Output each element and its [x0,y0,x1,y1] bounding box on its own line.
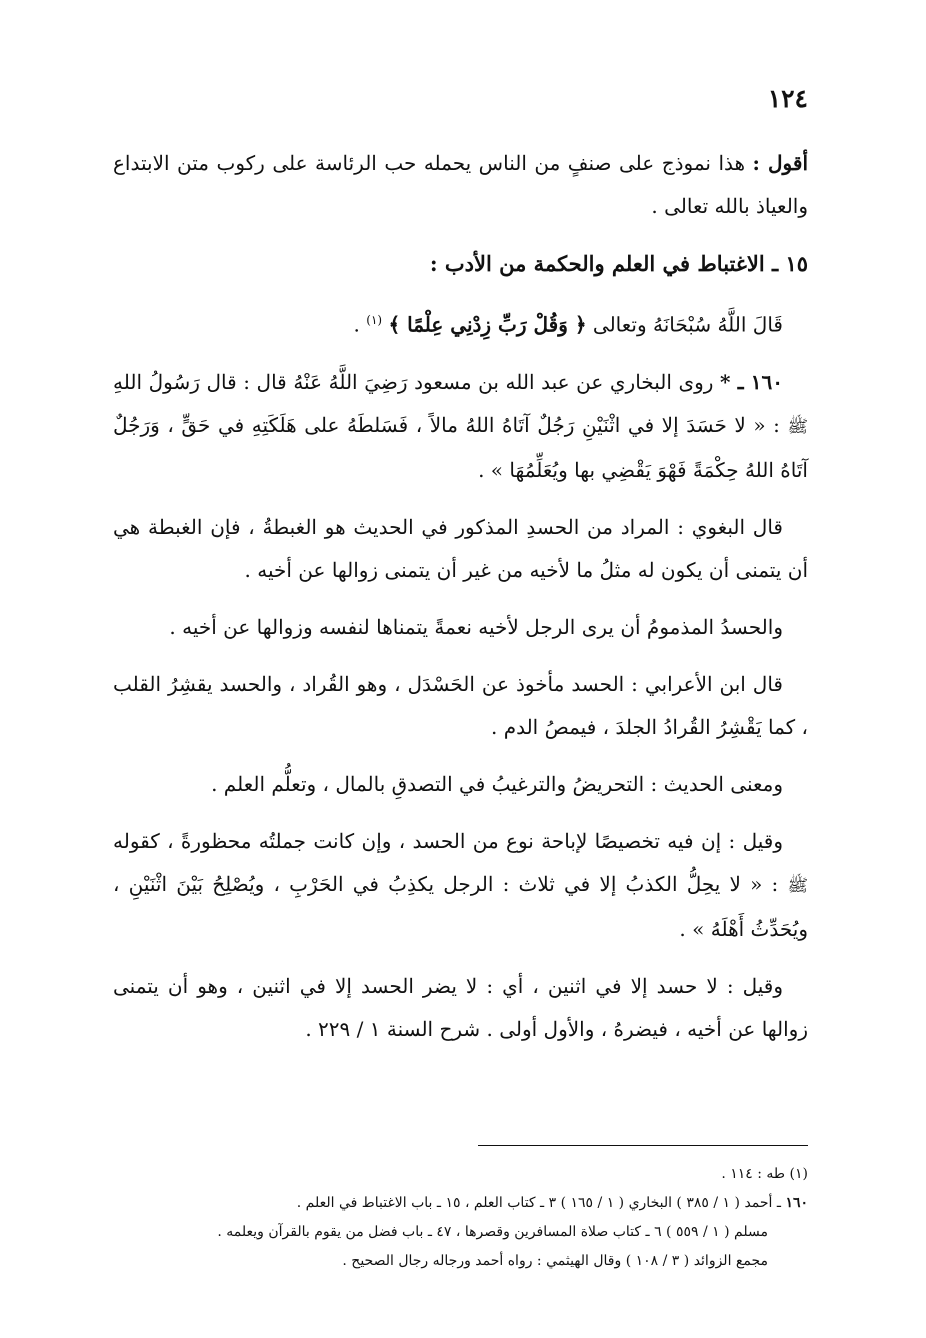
footnote-160 [113,1189,808,1218]
hasad-paragraph: والحسدُ المذمومُ أن يرى الرجل لأخيه نعمةً يتمناها لنفسه وزوالها عن أخيه . [169,614,783,639]
baghawi-paragraph: قال البغوي : المراد من الحسدِ المذكور في الحديث هو الغبطةُ ، فإن الغبطة هي أن يتمنى أن يكون له مثلُ ما لأخيه من غير أن يتمنى زوالها عن أخيه . [113,514,808,582]
footnote-1: (١) طه : ١١٤ . [721,1166,808,1182]
hadith-text-after: : « لا حَسَدَ إلا في اثْنَيْنِ رَجُلٌ آتَاهُ اللهُ مالاً ، فَسَلطَهُ على هَلَكَتِهِ في حَقٍّ ، وَرَجُلٌ آتَاهُ اللهُ حِكْمَةً فَهْوَ يَقْضِي بها ويُعَلِّمُهَا » . [113,412,808,482]
verse-footnote-ref: (١) [366,313,383,327]
footnote-160-line-2: مسلم ( ١ / ٥٥٩ ) ٦ ـ كتاب صلاة المسافرين وقصرها ، ٤٧ ـ باب فضل من يقوم بالقرآن ويعلمه . [217,1224,768,1240]
meaning-paragraph: ومعنى الحديث : التحريضُ والترغيبُ في التصدقِ بالمال ، وتعلُّم العلم . [211,771,783,796]
qila-one-text-before: وقيل : إن فيه تخصيصًا لإباحة نوع من الحسد ، وإن كانت جملتُه محظورةً ، كقوله [113,828,783,853]
ibn-arabi-paragraph: قال ابن الأعرابي : الحسد مأخوذ عن الحَسْدَل ، وهو القُراد ، والحسد يقشِرُ القلب ، كما يَقْشِرُ القُرادُ الجلدَ ، فيمصُ الدم . [113,671,808,739]
verse-paragraph [113,299,808,347]
footnote-160-line-1: ـ أحمد ( ١ / ٣٨٥ ) البخاري ( ١ / ١٦٥ ) ٣ ـ كتاب العلم ، ١٥ ـ باب الاغتباط في العلم . [296,1195,781,1211]
section-heading: ١٥ ـ الاغتباط في العلم والحكمة من الأدب : [429,251,808,276]
verse-quote: ﴿ وَقُلْ رَبِّ زِدْنِي عِلْمًا ﴾ [388,312,587,337]
salla-ligature: ﷺ [787,875,809,896]
page-number: ١٢٤ [767,84,808,113]
qila-one-text-after: : « لا يحِلُّ الكذبُ إلا في ثلاث : الرجل يكذِبُ في الحَرْبِ ، ويُصْلِحُ بَيْنَ اثْنَيْنِ ، ويُحَدِّثُ أَهْلَهُ » . [113,871,808,941]
qila-two-paragraph: وقيل : لا حسد إلا في اثنين ، أي : لا يضر الحسد إلا في اثنين ، وهو أن يتمنى زوالها عن أخيه ، فيضرهُ ، والأول أولى . شرح السنة ١ / ٢٢٩ . [113,973,808,1041]
intro-text: هذا نموذج على صنفٍ من الناس يحمله حب الرئاسة على ركوب متن الابتداع والعياذ بالله تعالى . [113,151,808,218]
salla-ligature: ﷺ [787,416,808,437]
footnote-160-line-3: مجمع الزوائد ( ٣ / ١٠٨ ) وقال الهيثمي : رواه أحمد ورجاله رجال الصحيح . [342,1253,768,1269]
footnote-divider [478,1145,808,1146]
hadith-paragraph [113,361,808,492]
hadith-number: ١٦٠ ـ * [720,369,783,394]
intro-paragraph [113,142,808,228]
verse-suffix: . [353,312,360,337]
qila-one-paragraph [113,820,808,951]
footnotes [113,1160,808,1276]
verse-prefix: قَالَ اللَّهُ سُبْحَانَهُ وتعالى [592,312,783,337]
hadith-text-before: روى البخاري عن عبد الله بن مسعود رَضِيَ اللَّهُ عَنْهُ قال : قال رَسُولُ اللهِ [113,369,714,394]
footnote-160-number: ١٦٠ [785,1195,808,1211]
main-text [113,142,808,1065]
intro-lead: أقول : [752,151,808,175]
